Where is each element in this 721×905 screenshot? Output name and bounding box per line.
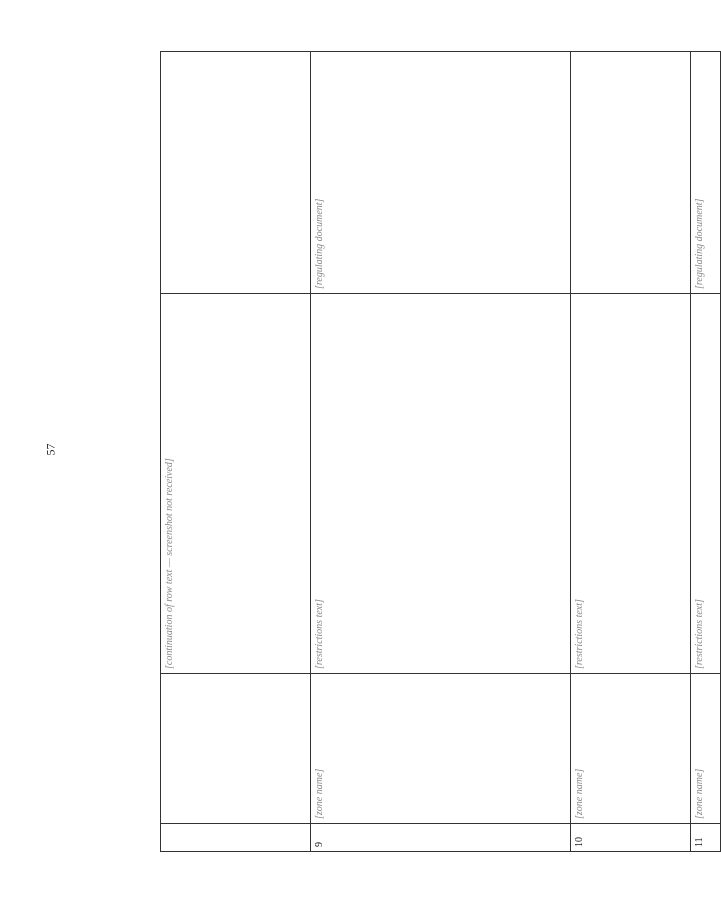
restrictions-cell: [continuation of row text — screenshot not received] — [161, 294, 311, 674]
row-number-cell: 9 — [311, 824, 571, 852]
row-number-cell — [161, 824, 311, 852]
restrictions-cell: [restrictions text] — [311, 294, 571, 674]
restrictions-cell: [restrictions text] — [691, 294, 721, 674]
zone-name-cell: [zone name] — [311, 674, 571, 824]
regulating-document-cell: [regulating document] — [311, 52, 571, 294]
regulating-document-cell — [161, 52, 311, 294]
table-row — [571, 52, 691, 852]
zones-table — [160, 51, 721, 852]
table-row — [691, 52, 721, 852]
regulating-document-cell: [regulating document] — [691, 52, 721, 294]
zone-name-cell: [zone name] — [571, 674, 691, 824]
document-table — [160, 52, 720, 852]
zone-name-cell — [161, 674, 311, 824]
table-row — [311, 52, 571, 852]
page-number: 57 — [43, 443, 58, 456]
regulating-document-cell — [571, 52, 691, 294]
zone-name-cell: [zone name] — [691, 674, 721, 824]
restrictions-cell: [restrictions text] — [571, 294, 691, 674]
row-number-cell: 10 — [571, 824, 691, 852]
table-row — [161, 52, 311, 852]
row-number-cell: 11 — [691, 824, 721, 852]
